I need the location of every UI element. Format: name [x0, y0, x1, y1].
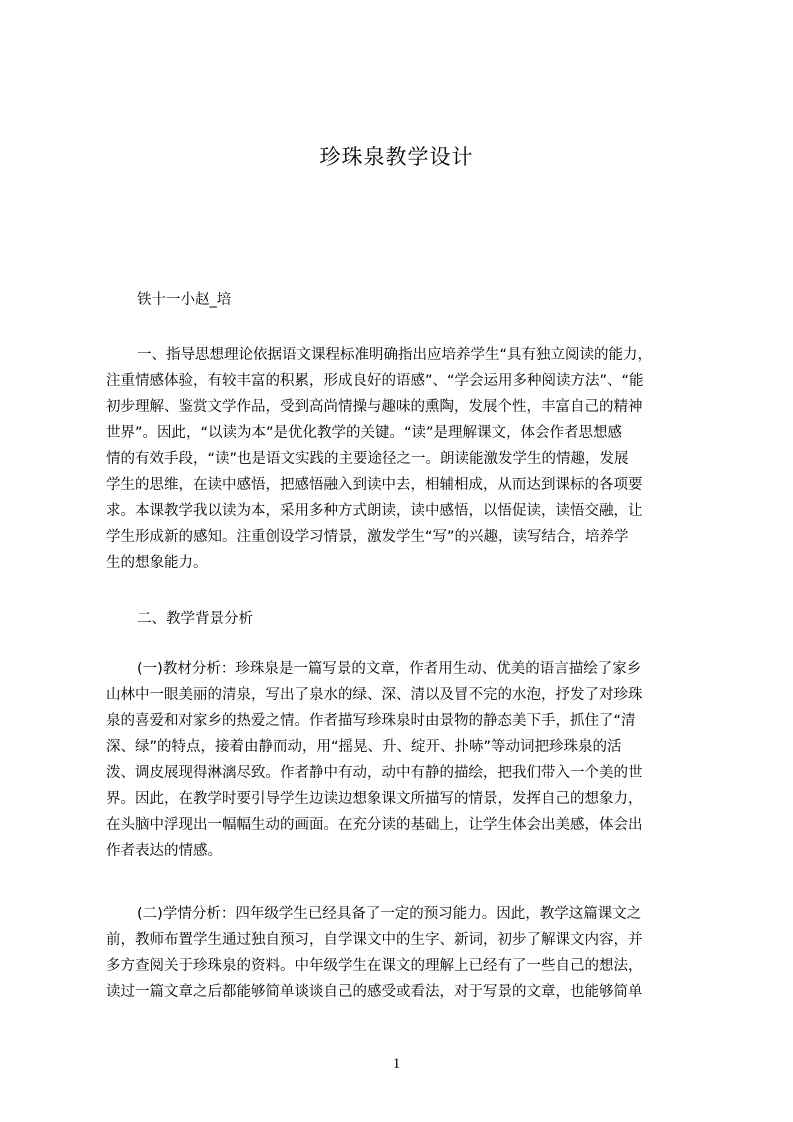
paragraph-line: 初步理解、鉴赏文学作品，受到高尚情操与趣味的熏陶，发展个性，丰富自己的精神: [106, 399, 643, 415]
paragraph-line: 读过一篇文章之后都能够简单谈谈自己的感受或看法，对于写景的文章，也能够简单: [106, 984, 643, 1000]
paragraph-line: 泼、调皮展现得淋漓尽致。作者静中有动，动中有静的描绘，把我们带入一个美的世: [106, 765, 643, 781]
paragraph-line: 作者表达的情感。: [106, 843, 222, 859]
page-number: 1: [392, 1056, 401, 1072]
paragraph-line: 世界”。因此，“以读为本”是优化教学的关键。“读”是理解课文，体会作者思想感: [106, 425, 623, 441]
paragraph-line: 求。本课教学我以读为本，采用多种方式朗读，读中感悟，以悟促读，读悟交融，让: [106, 503, 643, 519]
paragraph-line: 在头脑中浮现出一幅幅生动的画面。在充分读的基础上，让学生体会出美感，体会出: [106, 817, 643, 833]
paragraph-line: 山林中一眼美丽的清泉，写出了泉水的绿、深、清以及冒不完的水泡，抒发了对珍珠: [106, 687, 643, 703]
paragraph-line: 生的想象能力。: [106, 555, 208, 571]
document-title: 珍珠泉教学设计: [319, 145, 474, 169]
paragraph-line: 多方查阅关于珍珠泉的资料。中年级学生在课文的理解上已经有了一些自己的想法，: [106, 958, 643, 974]
paragraph-line: 一、指导思想理论依据语文课程标准明确指出应培养学生“具有独立阅读的能力，: [137, 347, 653, 363]
paragraph-line: 注重情感体验，有较丰富的积累，形成良好的语感”、“学会运用多种阅读方法”、“能: [106, 373, 644, 389]
paragraph-line: 深、绿”的特点，接着由静而动，用“摇晃、升、绽开、扑哧”等动词把珍珠泉的活: [106, 739, 622, 755]
section-heading: 二、教学背景分析: [137, 611, 253, 627]
paragraph-line: 泉的喜爱和对家乡的热爱之情。作者描写珍珠泉时由景物的静态美下手，抓住了“清: [106, 713, 636, 729]
author-line: 铁十一小赵_培: [137, 292, 232, 308]
paragraph-line: 前，教师布置学生通过独自预习，自学课文中的生字、新词，初步了解课文内容，并: [106, 932, 643, 948]
paragraph-line: 学生形成新的感知。注重创设学习情景，激发学生“写”的兴趣，读写结合，培养学: [106, 529, 629, 545]
paragraph-line: 界。因此，在教学时要引导学生边读边想象课文所描写的情景，发挥自己的想象力，: [106, 791, 643, 807]
paragraph-line: 情的有效手段，“读”也是语文实践的主要途径之一。朗读能激发学生的情趣，发展: [106, 451, 629, 467]
paragraph-guiding-theory: [106, 342, 706, 576]
paragraph-material-analysis: [106, 656, 706, 864]
paragraph-student-analysis: [106, 901, 706, 1005]
paragraph-line: 学生的思维，在读中感悟，把感悟融入到读中去，相辅相成，从而达到课标的各项要: [106, 477, 643, 493]
paragraph-line: (一)教材分析：珍珠泉是一篇写景的文章，作者用生动、优美的语言描绘了家乡: [137, 661, 642, 677]
paragraph-line: (二)学情分析：四年级学生已经具备了一定的预习能力。因此，教学这篇课文之: [137, 906, 642, 922]
